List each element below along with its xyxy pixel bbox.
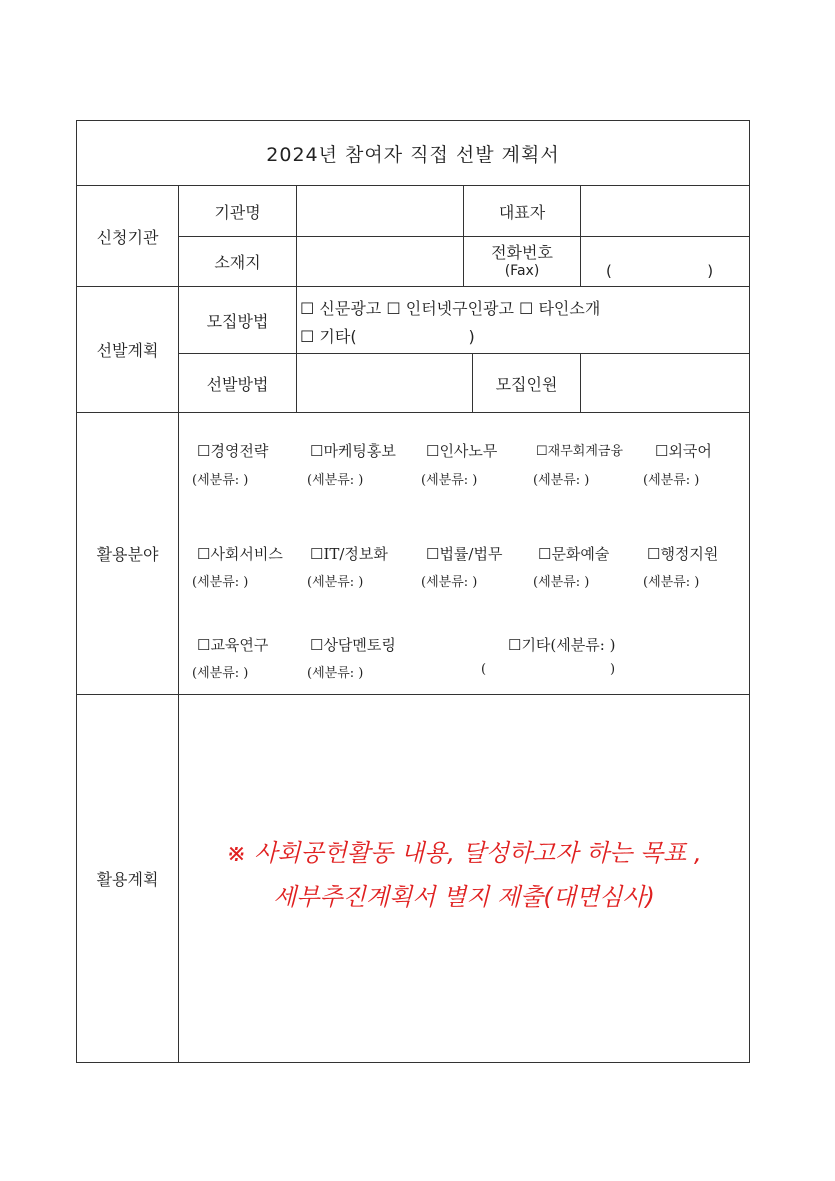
selection-method-field[interactable] (297, 354, 472, 412)
subcategory-label: (세분류: ) (643, 473, 700, 488)
subcategory-label: (세분류: ) (192, 473, 249, 488)
representative-field[interactable] (581, 186, 749, 236)
field-option[interactable]: ☐인사노무 (426, 442, 498, 460)
field-option[interactable]: ☐사회서비스 (197, 545, 283, 563)
phone-field[interactable] (581, 237, 749, 286)
recruit-method-label: 모집방법 (206, 311, 269, 331)
field-option[interactable]: ☐IT/정보화 (310, 545, 388, 563)
field-option[interactable]: ☐법률/법무 (426, 545, 503, 563)
subcategory-label: (세분류: ) (643, 575, 700, 590)
selection-method-label: 선발방법 (206, 374, 269, 394)
subcategory-label: (세분류: ) (533, 575, 590, 590)
field-option[interactable]: ☐행정지원 (647, 545, 719, 563)
field-option-other[interactable]: ☐기타(세분류: ) (508, 636, 616, 654)
subcategory-label: (세분류: ) (307, 575, 364, 590)
fax-label: (Fax) (504, 262, 540, 279)
section-label-applicant: 신청기관 (96, 227, 159, 247)
field-option[interactable]: ☐외국어 (655, 442, 712, 460)
field-option[interactable]: ☐문화예술 (538, 545, 610, 563)
usage-plan-notice-line1: ※ 사회공헌활동 내용, 달성하고자 하는 목표 , (226, 839, 702, 867)
recruit-options-line2[interactable]: ☐ 기타( ) (300, 327, 475, 346)
subcategory-label: (세분류: ) (533, 473, 590, 488)
usage-plan-notice-line2: 세부추진계획서 별지 제출(대면심사) (273, 883, 655, 911)
section-label-selection: 선발계획 (96, 341, 159, 360)
subcategory-label: (세분류: ) (192, 575, 249, 590)
org-name-label: 기관명 (214, 202, 261, 222)
address-label: 소재지 (214, 253, 261, 272)
subcategory-label: (세분류: ) (307, 473, 364, 488)
representative-label: 대표자 (498, 202, 546, 222)
section-label-usage-plan: 활용계획 (96, 870, 159, 889)
field-option[interactable]: ☐경영전략 (197, 442, 269, 460)
subcategory-label: (세분류: ) (421, 575, 478, 590)
recruit-count-field[interactable] (581, 354, 749, 412)
phone-label: 전화번호 (491, 242, 553, 262)
field-option[interactable]: ☐교육연구 (197, 636, 269, 654)
fax-parens: ( ) (606, 262, 714, 280)
recruit-options-line1[interactable]: ☐ 신문광고 ☐ 인터넷구인광고 ☐ 타인소개 (300, 299, 601, 318)
table-border-right (749, 120, 750, 1063)
field-option[interactable]: ☐재무회계금융 (536, 444, 624, 459)
phone-fax-label (464, 237, 580, 286)
recruit-count-label: 모집인원 (495, 374, 558, 394)
recruit-method-options[interactable] (297, 287, 749, 353)
subcategory-label: (세분류: ) (192, 666, 249, 681)
subcategory-label: (세분류: ) (307, 666, 364, 681)
subcategory-label: (세분류: ) (421, 473, 478, 488)
org-name-field[interactable] (297, 186, 463, 236)
address-field[interactable] (297, 237, 463, 286)
field-option[interactable]: ☐마케팅홍보 (310, 442, 396, 460)
form-title: 2024년 참여자 직접 선발 계획서 (266, 143, 560, 166)
other-subcategory-parens: ( ) (481, 662, 616, 677)
section-label-fields: 활용분야 (96, 545, 159, 564)
usage-plan-field[interactable] (179, 695, 749, 1062)
field-option[interactable]: ☐상담멘토링 (310, 636, 396, 654)
